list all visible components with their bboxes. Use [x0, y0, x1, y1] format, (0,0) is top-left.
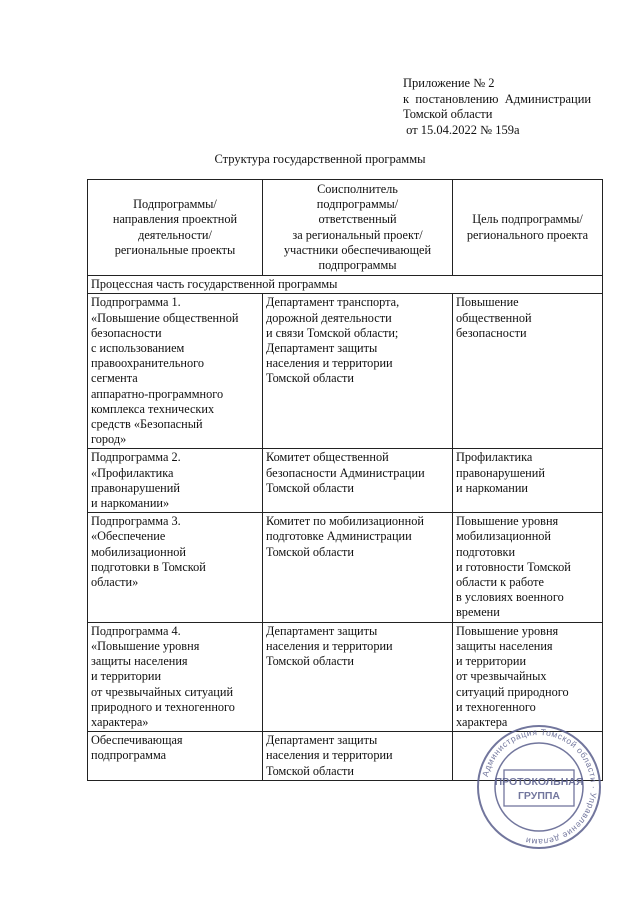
header-line: Соисполнитель	[317, 182, 398, 196]
cell-line: Подпрограмма 4.	[91, 623, 181, 638]
cell-line: Томской области	[266, 371, 354, 386]
header-line: за региональный проект/	[292, 227, 423, 242]
subprogram-cell	[88, 449, 263, 513]
goal-cell	[453, 622, 603, 731]
cell-line: мобилизационной	[456, 529, 552, 544]
cell-line: и связи Томской области;	[266, 325, 399, 340]
cell-line: правоохранительного	[91, 356, 205, 371]
header-line: подпрограммы	[318, 258, 397, 273]
header-line: подпрограммы/	[316, 197, 399, 212]
table-row	[88, 294, 603, 449]
cell-line: ситуаций природного	[456, 684, 569, 699]
section-title: Процессная часть государственной программы	[88, 276, 603, 294]
appendix-line: Приложение № 2	[403, 76, 495, 90]
cell-line: защиты населения	[456, 638, 553, 653]
cell-line: аппаратно-программного	[91, 386, 224, 401]
header-line: регионального проекта	[466, 227, 589, 242]
cell-line: мобилизационной	[91, 544, 187, 559]
header-coexecutor	[263, 180, 453, 276]
appendix-line: Томской области	[403, 107, 493, 121]
cell-line: характера	[456, 714, 508, 729]
cell-line: подготовки	[456, 544, 516, 559]
cell-line: области к работе	[456, 575, 544, 590]
cell-line: общественной	[456, 310, 532, 325]
cell-line: безопасности	[91, 325, 162, 340]
cell-line: и техногенного	[456, 699, 536, 714]
cell-line: и наркомании»	[91, 496, 170, 511]
stamp-center-line: ГРУППА	[517, 790, 561, 802]
cell-line: Томской области	[266, 763, 354, 778]
goal-cell	[453, 294, 603, 449]
cell-line: правонарушений	[456, 465, 545, 480]
cell-line: правонарушений	[91, 480, 180, 495]
appendix-block	[403, 76, 591, 138]
cell-line: комплекса технических	[91, 401, 215, 416]
subprogram-cell	[88, 622, 263, 731]
header-line: деятельности/	[138, 227, 212, 242]
cell-line: «Повышение уровня	[91, 638, 200, 653]
cell-line: подпрограмма	[91, 748, 167, 763]
cell-line: Подпрограмма 1.	[91, 295, 181, 310]
cell-line: в условиях военного	[456, 590, 564, 605]
cell-line: дорожной деятельности	[266, 310, 392, 325]
cell-line: подготовке Администрации	[266, 529, 412, 544]
cell-line: город»	[91, 432, 127, 447]
header-goal	[453, 180, 603, 276]
cell-line: и наркомании	[456, 480, 529, 495]
cell-line: сегмента	[91, 371, 138, 386]
table-header-row	[88, 180, 603, 276]
subprogram-cell	[88, 732, 263, 781]
cell-line: и готовности Томской	[456, 559, 571, 574]
cell-line: населения и территории	[266, 356, 393, 371]
cell-line: с использованием	[91, 341, 185, 356]
cell-line: и территории	[91, 669, 162, 684]
cell-line: Комитет по мобилизационной	[266, 514, 424, 529]
cell-line: характера»	[91, 714, 149, 729]
cell-line: области»	[91, 575, 139, 590]
coexecutor-cell	[263, 294, 453, 449]
header-line: региональные проекты	[114, 242, 236, 257]
coexecutor-cell	[263, 622, 453, 731]
cell-line: защиты населения	[91, 654, 188, 669]
section-row	[88, 276, 603, 294]
cell-line: от чрезвычайных ситуаций	[91, 684, 234, 699]
document-title: Структура государственной программы	[214, 152, 426, 166]
cell-line: Томской области	[266, 480, 354, 495]
cell-line: Департамент защиты	[266, 733, 378, 748]
subprogram-cell	[88, 513, 263, 622]
cell-line: Обеспечивающая	[91, 733, 183, 748]
cell-line: и территории	[456, 654, 527, 669]
stamp-center-line: ПРОТОКОЛЬНАЯ	[494, 776, 584, 788]
cell-line: средств «Безопасный	[91, 417, 203, 432]
cell-line: Повышение уровня	[456, 623, 559, 638]
cell-line: Комитет общественной	[266, 450, 389, 465]
stamp-seal-icon	[474, 722, 604, 852]
cell-line: Профилактика	[456, 450, 533, 465]
cell-line: подготовки в Томской	[91, 559, 206, 574]
header-line: направления проектной	[112, 212, 238, 227]
header-line: участники обеспечивающей	[283, 242, 432, 257]
table-row	[88, 622, 603, 731]
cell-line: «Профилактика	[91, 465, 174, 480]
cell-line: времени	[456, 605, 500, 620]
cell-line: безопасности	[456, 325, 527, 340]
cell-line: населения и территории	[266, 638, 393, 653]
cell-line: природного и техногенного	[91, 699, 235, 714]
cell-line: Томской области	[266, 654, 354, 669]
cell-line: Томской области	[266, 544, 354, 559]
cell-line: Департамент транспорта,	[266, 295, 400, 310]
program-structure-table	[87, 179, 603, 781]
goal-cell	[453, 449, 603, 513]
goal-cell	[453, 513, 603, 622]
cell-line: Подпрограмма 2.	[91, 450, 181, 465]
cell-line: «Повышение общественной	[91, 310, 239, 325]
stamp-ring-text: Администрация Томской области · Управление делами	[480, 726, 600, 848]
table-row	[88, 513, 603, 622]
coexecutor-cell	[263, 449, 453, 513]
appendix-line: от 15.04.2022 № 159а	[403, 122, 520, 137]
coexecutor-cell	[263, 732, 453, 781]
cell-line: Повышение	[456, 295, 519, 310]
appendix-line: к постановлению Администрации	[403, 91, 592, 106]
subprogram-cell	[88, 294, 263, 449]
header-line: Подпрограммы/	[133, 197, 217, 212]
header-line: ответственный	[318, 212, 397, 227]
cell-line: Подпрограмма 3.	[91, 514, 181, 529]
cell-line: населения и территории	[266, 748, 393, 763]
cell-line: Департамент защиты	[266, 623, 378, 638]
cell-line: Департамент защиты	[266, 341, 378, 356]
coexecutor-cell	[263, 513, 453, 622]
cell-line: безопасности Администрации	[266, 465, 425, 480]
cell-line: от чрезвычайных	[456, 669, 547, 684]
table-row	[88, 449, 603, 513]
header-line: Цель подпрограммы/	[472, 212, 583, 227]
cell-line: «Обеспечение	[91, 529, 166, 544]
header-subprograms	[88, 180, 263, 276]
cell-line: Повышение уровня	[456, 514, 559, 529]
